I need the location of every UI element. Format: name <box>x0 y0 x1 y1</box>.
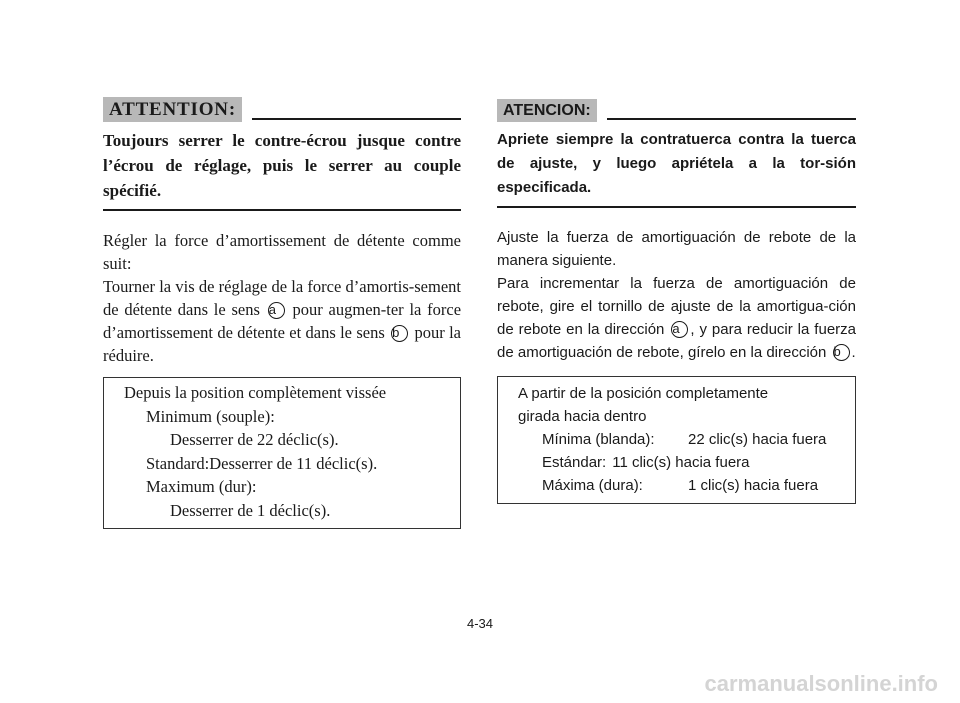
caution-header-fr <box>103 92 461 122</box>
setting-label-es: Mínima (blanda): <box>542 431 655 448</box>
procedure-part-2-es: , y para reducir la fuerza de amortiguación de rebote, gírelo en la dirección <box>497 321 856 361</box>
direction-a-marker-es: a <box>671 321 688 338</box>
caution-header-es <box>497 92 856 122</box>
page-number: 4-34 <box>466 616 494 631</box>
watermark: carmanualsonline.info <box>704 671 938 696</box>
setting-label-es: Estándar: <box>542 454 607 471</box>
settings-box-es <box>497 376 856 504</box>
setting-row-es <box>518 451 849 474</box>
procedure-part-1-es: Para incrementar la fuerza de amortiguación de rebote, gire el tornillo de ajuste de la amortigua-ción de rebote en la dirección <box>497 275 856 338</box>
intro-text-es: Ajuste la fuerza de amortiguación de rebote de la manera siguiente. <box>497 229 856 269</box>
procedure-part-3-es: . <box>851 344 856 361</box>
procedure-part-1-fr: Tourner la vis de réglage de la force d’amortis-sement de détente dans le sens <box>103 277 461 319</box>
caution-text-es: Apriete siempre la contratuerca contra la tuerca de ajuste, y luego apriétela a la tor-sión especificada. <box>497 128 856 208</box>
french-column <box>103 92 461 529</box>
caution-label-es: ATENCION: <box>497 99 597 122</box>
box-line-3-fr: Desserrer de 22 déclic(s). <box>170 430 339 449</box>
box-line-1-es: A partir de la posición completamente <box>518 385 769 402</box>
box-line-2-es: girada hacia dentro <box>518 408 647 425</box>
procedure-text-fr <box>103 275 461 367</box>
caution-label-fr: ATTENTION: <box>103 97 242 122</box>
caution-rule-fr <box>252 118 461 120</box>
setting-label-es: Máxima (dura): <box>542 477 643 494</box>
box-line-5-fr: Maximum (dur): <box>146 477 257 496</box>
caution-text-fr: Toujours serrer le contre-écrou jusque contre l’écrou de réglage, puis le serrer au couple spécifié. <box>103 128 461 211</box>
settings-box-fr <box>103 377 461 529</box>
caution-rule-es <box>607 118 856 120</box>
procedure-part-2-fr: pour augmen-ter la force d’amortissement de détente et dans le sens <box>103 300 462 342</box>
direction-b-marker-fr: b <box>391 325 408 342</box>
intro-text-fr: Régler la force d’amortissement de détente comme suit: <box>103 231 461 273</box>
spanish-column <box>497 92 856 504</box>
setting-row-es <box>518 428 849 451</box>
setting-value-es: 22 clic(s) hacia fuera <box>688 431 827 448</box>
box-line-2-fr: Minimum (souple): <box>146 406 275 426</box>
procedure-text-es <box>497 272 856 364</box>
setting-value-es: 1 clic(s) hacia fuera <box>688 477 819 494</box>
direction-a-marker-fr: a <box>268 302 285 319</box>
box-line-1-fr: Depuis la position complètement vissée <box>124 383 387 402</box>
direction-b-marker-es: b <box>833 344 850 361</box>
procedure-part-3-fr: pour la réduire. <box>103 323 462 365</box>
box-line-6-fr: Desserrer de 1 déclic(s). <box>170 500 331 520</box>
setting-value-es: 11 clic(s) hacia fuera <box>612 454 750 471</box>
box-line-4-fr: Standard:Desserrer de 11 déclic(s). <box>146 453 378 473</box>
setting-row-es <box>518 474 849 497</box>
